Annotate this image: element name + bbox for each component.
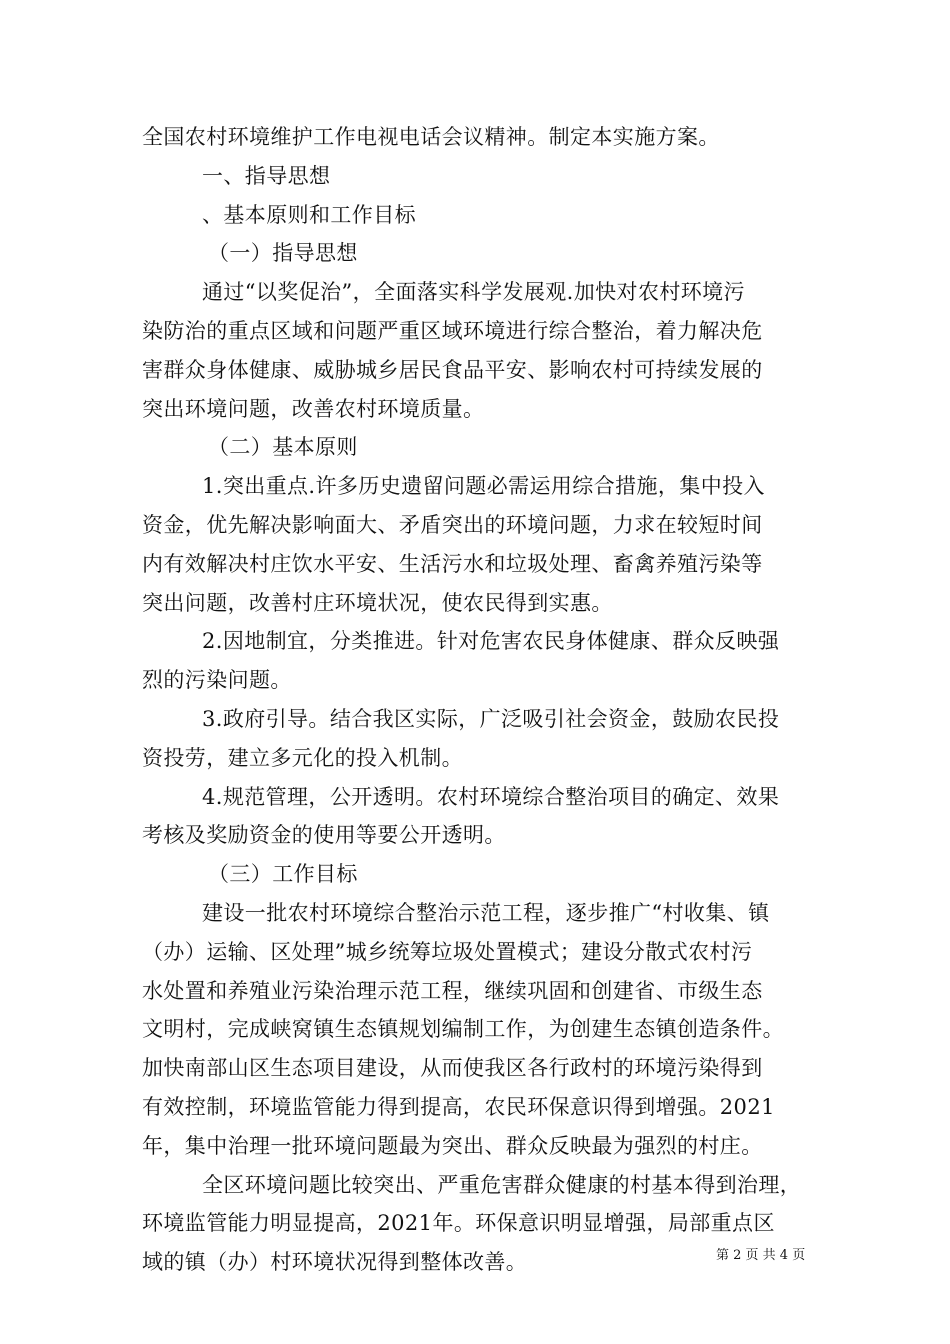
paragraph-start: 建设一批农村环境综合整治示范工程，逐步推广“村收集、镇: [202, 900, 770, 925]
text-line: 环境监管能力明显提高，2021年。环保意识明显增强，局部重点区: [142, 1211, 775, 1236]
text-line: 染防治的重点区域和问题严重区域环境进行综合整治，着力解决危: [142, 318, 763, 343]
text-line: 域的镇（办）村环境状况得到整体改善。: [142, 1250, 528, 1275]
paragraph-start: 1.突出重点.许多历史遗留问题必需运用综合措施，集中投入: [202, 474, 765, 499]
text-line: 有效控制，环境监管能力得到提高，农民环保意识得到增强。2021: [142, 1094, 775, 1119]
text-line: 文明村，完成峡窝镇生态镇规划编制工作，为创建生态镇创造条件。: [142, 1017, 784, 1042]
subsection-heading: （一）指导思想: [208, 241, 358, 266]
document-body: [142, 118, 812, 1282]
text-line: 烈的污染问题。: [142, 668, 292, 693]
text-line: 资投劳，建立多元化的投入机制。: [142, 745, 463, 770]
text-line: 年，集中治理一批环境问题最为突出、群众反映最为强烈的村庄。: [142, 1133, 763, 1158]
subsection-heading: （二）基本原则: [208, 435, 358, 460]
text-line: 全国农村环境维护工作电视电话会议精神。制定本实施方案。: [142, 125, 720, 149]
paragraph-start: 4.规范管理，公开透明。农村环境综合整治项目的确定、效果: [202, 784, 780, 809]
text-line: 突出问题，改善村庄环境状况，使农民得到实惠。: [142, 590, 613, 615]
text-line: 资金，优先解决影响面大、矛盾突出的环境问题，力求在较短时间: [142, 512, 763, 537]
subsection-heading: （三）工作目标: [208, 862, 358, 887]
text-line: （办）运输、区处理”城乡统筹垃圾处置模式；建设分散式农村污: [142, 939, 753, 964]
text-line: 害群众身体健康、威胁城乡居民食品平安、影响农村可持续发展的: [142, 357, 763, 382]
page-number: 第 2 页 共 4 页: [716, 1248, 806, 1263]
text-line: 加快南部山区生态项目建设，从而使我区各行政村的环境污染得到: [142, 1056, 763, 1081]
text-line: 内有效解决村庄饮水平安、生活污水和垃圾处理、畜禽养殖污染等: [142, 551, 763, 576]
paragraph-start: 通过“以奖促治”，全面落实科学发展观.加快对农村环境污: [202, 280, 745, 305]
paragraph-start: 3.政府引导。结合我区实际，广泛吸引社会资金，鼓励农民投: [202, 706, 780, 731]
text-line: 突出环境问题，改善农村环境质量。: [142, 396, 485, 421]
paragraph-start: 2.因地制宜，分类推进。针对危害农民身体健康、群众反映强: [202, 629, 780, 654]
section-heading-continuation: 、基本原则和工作目标: [202, 202, 416, 227]
text-line: 考核及奖励资金的使用等要公开透明。: [142, 823, 506, 848]
paragraph-start: 全区环境问题比较突出、严重危害群众健康的村基本得到治理，: [202, 1172, 802, 1197]
section-heading: 一、指导思想: [202, 163, 331, 188]
text-line: 水处置和养殖业污染治理示范工程，继续巩固和创建省、市级生态: [142, 978, 763, 1003]
